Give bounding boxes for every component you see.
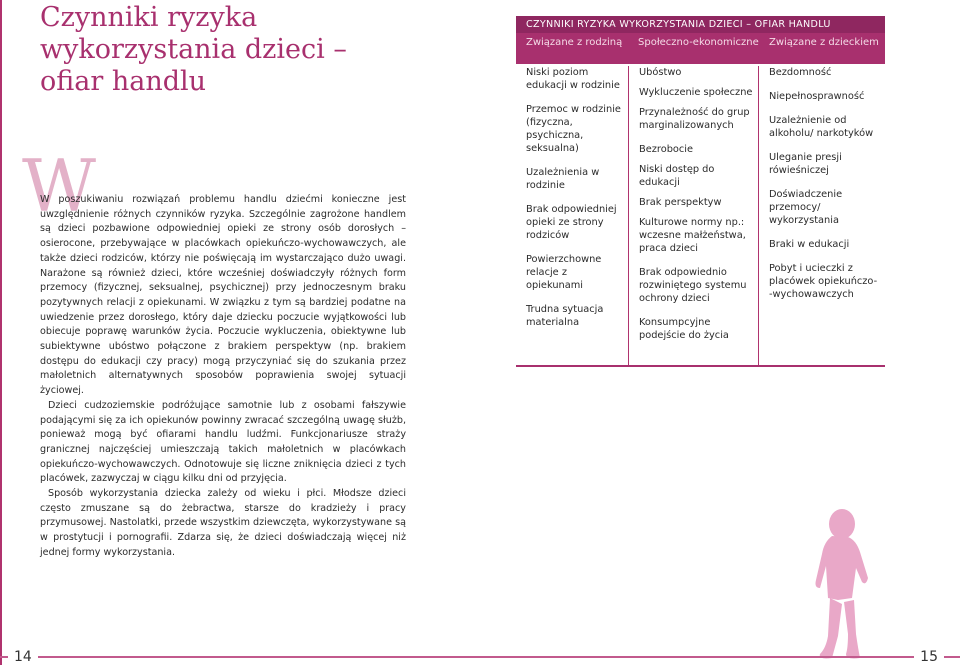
title-line-2: wykorzystania dzieci – — [40, 34, 347, 65]
table-cell: Konsumpcyjne podejście do życia — [639, 317, 729, 341]
column-divider — [628, 66, 629, 366]
table-cell: Pobyt i ucieczki z placówek opiekuńczo- -wychowawczych — [769, 263, 878, 300]
drop-cap: W — [22, 144, 97, 228]
column-socioeconomic — [639, 66, 755, 353]
table-cell: Braki w edukacji — [769, 239, 850, 250]
table-cell: Uleganie presji rówieśniczej — [769, 152, 842, 176]
paragraph-1: W poszukiwaniu rozwiązań problemu handlu dziećmi konieczne jest uwzględnienie różnych czynników ryzyka. Szczególnie zagrożone handlem są dzieci pozbawione odpowiedniej opieki ze strony osób dorosłych – osierocone, przebywające w placówkach opiekuńczo-wychowawczych, ale także dzieci rodziców, którzy nie poświęcają im wystarczająco dużo uwagi. Narażone są również dzieci, które wcześniej doświadczyły różnych form przemocy (fizycznej, seksualnej, psychicznej) przy jednoczesnym braku pozytywnych relacji z opiekunami. W związku z tym są bardziej podatne na uwiedzenie przez dorosłego, który daje dziecku poczucie wyjątkowości lub obiecuje poprawę warunków życia. Poczucie wykluczenia, obiektywne lub subiektywne ubóstwo połączone z brakiem perspektyw (np. brakiem dostępu do edukacji czy pracy) mogą przyczyniać się do szukania przez małoletnich alternatywnych sposobów poprawienia swojej sytuacji życiowej. — [40, 194, 406, 397]
table-cell: Niski dostęp do edukacji — [639, 164, 715, 188]
title-line-1: Czynniki ryzyka — [40, 2, 258, 33]
page-title — [40, 2, 460, 98]
table-cell: Brak odpowiedniej opieki ze strony rodziców — [526, 204, 617, 241]
risk-table-title: CZYNNIKI RYZYKA WYKORZYSTANIA DZIECI – OFIAR HANDLU — [516, 16, 885, 33]
table-cell: Trudna sytuacja materialna — [526, 304, 604, 328]
footer-rule — [0, 656, 960, 658]
table-cell: Bezdomność — [769, 67, 832, 78]
table-cell: Przemoc w rodzinie (fizyczna, psychiczna, seksualna) — [526, 104, 621, 154]
column-header-family: Związane z rodziną — [526, 37, 623, 48]
column-family — [526, 66, 626, 340]
column-divider — [758, 66, 759, 366]
paragraph-2: Dzieci cudzoziemskie podróżujące samotnie lub z osobami fałszywie podającymi się za ich opiekunów powinny zwracać szczególną uwagę służb, ponieważ mogą być ofiarami handlu ludźmi. Funkcjonariusze straży granicznej najczęściej umieszczają takich małoletnich w placówkach opiekuńczo-wychowawczych. Odnotowuje się liczne zniknięcia dzieci z tych placówek, zazwyczaj w ciągu kilku dni od przyjęcia. — [40, 399, 406, 485]
table-cell: Bezrobocie — [639, 144, 694, 155]
page-number-left: 14 — [8, 649, 38, 665]
page-number-right: 15 — [914, 649, 944, 665]
table-cell: Doświadczenie przemocy/ wykorzystania — [769, 189, 843, 226]
title-line-3: ofiar handlu — [40, 66, 207, 97]
risk-table-header — [516, 16, 885, 64]
table-cell: Niski poziom edukacji w rodzinie — [526, 67, 620, 91]
table-bottom-rule — [516, 365, 885, 367]
table-cell: Przynależność do grup marginalizowanych — [639, 107, 750, 131]
table-cell: Kulturowe normy np.: wczesne małżeństwa, praca dzieci — [639, 217, 746, 254]
table-cell: Powierzchowne relacje z opiekunami — [526, 254, 602, 291]
column-child — [769, 66, 881, 312]
table-cell: Uzależnienia w rodzinie — [526, 167, 600, 191]
table-cell: Brak perspektyw — [639, 197, 722, 208]
column-header-child: Związane z dzieckiem — [769, 37, 879, 48]
left-spine — [0, 0, 2, 665]
table-cell: Uzależnienie od alkoholu/ narkotyków — [769, 115, 874, 139]
child-silhouette-illustration — [802, 508, 872, 660]
table-cell: Niepełnosprawność — [769, 91, 865, 102]
table-cell: Ubóstwo — [639, 67, 682, 78]
column-header-socioeconomic: Społeczno-ekonomiczne — [638, 37, 759, 48]
table-cell: Brak odpowiednio rozwiniętego systemu ochrony dzieci — [639, 267, 747, 304]
paragraph-3: Sposób wykorzystania dziecka zależy od wieku i płci. Młodsze dzieci często zmuszane są do żebractwa, starsze do kradzieży i pracy przymusowej. Nastolatki, przede wszystkim dziewczęta, wykorzystywane są w prostytucji i pornografii. Zdarza się, że dzieci doświadczają więcej niż jednej formy wykorzystania. — [40, 488, 406, 558]
table-cell: Wykluczenie społeczne — [639, 87, 753, 98]
body-text — [40, 193, 406, 561]
